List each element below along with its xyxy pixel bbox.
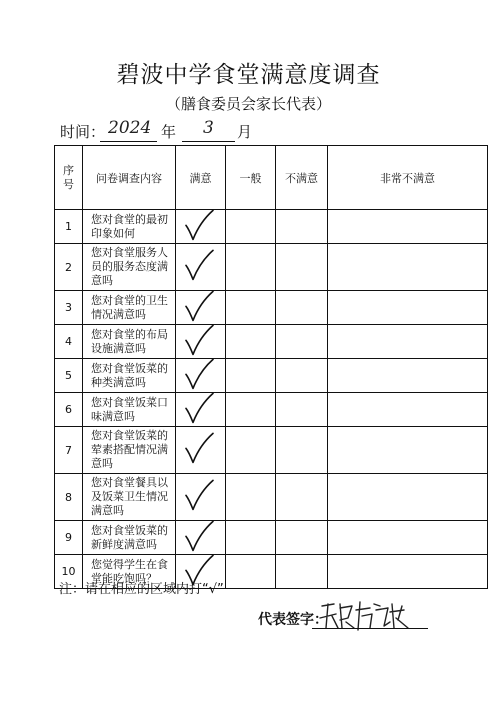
header-satisfied: 满意 [176, 146, 226, 210]
checkmark-icon [184, 324, 214, 356]
question-text: 您对食堂服务人员的服务态度满意吗 [83, 244, 176, 291]
signature-label: 代表签字： [258, 612, 328, 628]
question-text: 您对食堂餐具以及饭菜卫生情况满意吗 [83, 474, 176, 521]
answer-cell-average[interactable] [226, 393, 276, 427]
checkmark-icon [184, 392, 214, 424]
month-underline [182, 141, 235, 142]
answer-cell-dissatisfied[interactable] [276, 393, 328, 427]
answer-cell-satisfied[interactable] [176, 474, 226, 521]
answer-cell-dissatisfied[interactable] [276, 325, 328, 359]
answer-cell-dissatisfied[interactable] [276, 474, 328, 521]
answer-cell-average[interactable] [226, 474, 276, 521]
header-index: 序号 [55, 146, 83, 210]
row-number: 8 [55, 474, 83, 521]
table-row [55, 210, 488, 244]
table-row [55, 521, 488, 555]
answer-cell-dissatisfied[interactable] [276, 521, 328, 555]
answer-cell-dissatisfied[interactable] [276, 210, 328, 244]
checkmark-icon [184, 520, 214, 552]
checkmark-icon [184, 209, 214, 241]
answer-cell-satisfied[interactable] [176, 210, 226, 244]
question-text: 您觉得学生在食堂能吃饱吗？ [83, 555, 176, 589]
answer-cell-very-dissatisfied[interactable] [328, 210, 488, 244]
checkmark-icon [184, 290, 214, 322]
answer-cell-dissatisfied[interactable] [276, 555, 328, 589]
row-number: 1 [55, 210, 83, 244]
row-number: 10 [55, 555, 83, 589]
table-row [55, 325, 488, 359]
time-row [60, 119, 460, 145]
month-value: 3 [203, 118, 214, 138]
answer-cell-average[interactable] [226, 555, 276, 589]
row-number: 9 [55, 521, 83, 555]
question-text: 您对食堂的卫生情况满意吗 [83, 291, 176, 325]
answer-cell-dissatisfied[interactable] [276, 359, 328, 393]
question-text: 您对食堂的布局设施满意吗 [83, 325, 176, 359]
row-number: 3 [55, 291, 83, 325]
answer-cell-average[interactable] [226, 244, 276, 291]
answer-cell-very-dissatisfied[interactable] [328, 393, 488, 427]
answer-cell-satisfied[interactable] [176, 325, 226, 359]
answer-cell-very-dissatisfied[interactable] [328, 359, 488, 393]
month-unit: 月 [237, 123, 253, 141]
answer-cell-dissatisfied[interactable] [276, 427, 328, 474]
header-dissatisfied: 不满意 [276, 146, 328, 210]
table-row [55, 244, 488, 291]
table-row [55, 291, 488, 325]
table-row [55, 393, 488, 427]
answer-cell-satisfied[interactable] [176, 244, 226, 291]
answer-cell-very-dissatisfied[interactable] [328, 474, 488, 521]
signature-underline [312, 628, 428, 629]
answer-cell-satisfied[interactable] [176, 359, 226, 393]
answer-cell-satisfied[interactable] [176, 427, 226, 474]
row-number: 2 [55, 244, 83, 291]
year-unit: 年 [161, 123, 177, 141]
note-text: 注：请在相应的区域内打“√” [59, 582, 224, 597]
answer-cell-average[interactable] [226, 210, 276, 244]
checkmark-icon [184, 358, 214, 390]
row-number: 7 [55, 427, 83, 474]
page-subtitle: （膳食委员会家长代表） [165, 95, 331, 113]
header-very-dissatisfied: 非常不满意 [328, 146, 488, 210]
table-row [55, 359, 488, 393]
answer-cell-average[interactable] [226, 521, 276, 555]
row-number: 5 [55, 359, 83, 393]
survey-table [54, 145, 488, 589]
answer-cell-very-dissatisfied[interactable] [328, 244, 488, 291]
checkmark-icon [184, 479, 214, 511]
answer-cell-very-dissatisfied[interactable] [328, 555, 488, 589]
answer-cell-very-dissatisfied[interactable] [328, 521, 488, 555]
time-label: 时间： [60, 123, 106, 141]
answer-cell-satisfied[interactable] [176, 393, 226, 427]
answer-cell-satisfied[interactable] [176, 291, 226, 325]
answer-cell-very-dissatisfied[interactable] [328, 325, 488, 359]
answer-cell-average[interactable] [226, 359, 276, 393]
page-title: 碧波中学食堂满意度调查 [116, 62, 381, 88]
answer-cell-very-dissatisfied[interactable] [328, 291, 488, 325]
answer-cell-average[interactable] [226, 325, 276, 359]
table-row [55, 474, 488, 521]
answer-cell-very-dissatisfied[interactable] [328, 427, 488, 474]
question-text: 您对食堂的最初印象如何 [83, 210, 176, 244]
question-text: 您对食堂饭菜的种类满意吗 [83, 359, 176, 393]
answer-cell-average[interactable] [226, 291, 276, 325]
year-value: 2024 [108, 118, 152, 138]
answer-cell-dissatisfied[interactable] [276, 244, 328, 291]
row-number: 6 [55, 393, 83, 427]
checkmark-icon [184, 249, 214, 281]
question-text: 您对食堂饭菜口味满意吗 [83, 393, 176, 427]
row-number: 4 [55, 325, 83, 359]
header-question: 问卷调查内容 [83, 146, 176, 210]
question-text: 您对食堂饭菜的荤素搭配情况满意吗 [83, 427, 176, 474]
answer-cell-satisfied[interactable] [176, 521, 226, 555]
answer-cell-average[interactable] [226, 427, 276, 474]
answer-cell-dissatisfied[interactable] [276, 291, 328, 325]
table-header-row [55, 146, 488, 210]
header-average: 一般 [226, 146, 276, 210]
year-underline [100, 141, 157, 142]
question-text: 您对食堂饭菜的新鲜度满意吗 [83, 521, 176, 555]
table-row [55, 427, 488, 474]
checkmark-icon [184, 432, 214, 464]
